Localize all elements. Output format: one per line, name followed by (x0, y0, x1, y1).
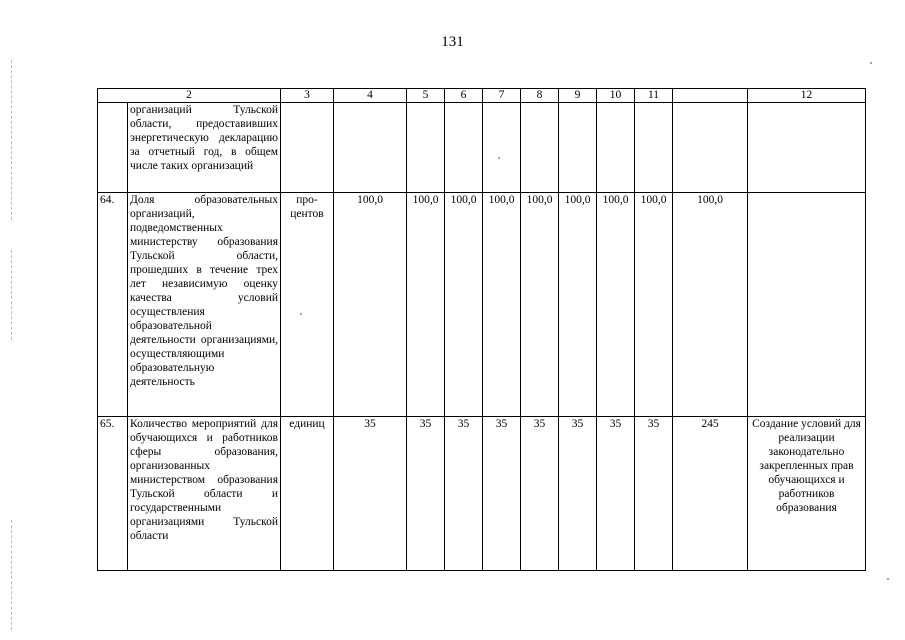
value-cell (445, 103, 483, 193)
header-cell: 5 (407, 89, 445, 103)
indicator-name: Количество мероприятий для обучающихся и работников сферы образования, организованных министерством образования Тульской области и государственными организациями Тульской области (128, 417, 281, 571)
header-cell (673, 89, 748, 103)
value-cell: 100,0 (521, 193, 559, 417)
value-cell: 100,0 (597, 193, 635, 417)
scan-margin-mark (11, 520, 13, 630)
header-cell: 9 (559, 89, 597, 103)
result-cell (748, 193, 866, 417)
page-number: 131 (441, 34, 464, 50)
scan-speck (887, 578, 889, 580)
value-cell: 35 (483, 417, 521, 571)
result-cell (748, 103, 866, 193)
header-cell: 6 (445, 89, 483, 103)
row-number (98, 103, 128, 193)
value-cell: 35 (521, 417, 559, 571)
scan-margin-mark (11, 60, 13, 220)
header-cell: 11 (635, 89, 673, 103)
table-row (98, 103, 866, 193)
value-cell: 100,0 (483, 193, 521, 417)
header-cell: 7 (483, 89, 521, 103)
unit-cell: единиц (281, 417, 334, 571)
header-cell: 3 (281, 89, 334, 103)
scan-speck (870, 62, 872, 64)
value-cell: 35 (597, 417, 635, 571)
value-cell: 100,0 (445, 193, 483, 417)
indicator-name: организаций Тульской области, предоставивших энергетическую декларацию за отчетный год, в общем числе таких организаций (128, 103, 281, 193)
value-cell (407, 103, 445, 193)
value-cell: 35 (445, 417, 483, 571)
value-cell: 100,0 (334, 193, 407, 417)
value-cell: 100,0 (635, 193, 673, 417)
total-cell: 100,0 (673, 193, 748, 417)
unit-cell: про-центов (281, 193, 334, 417)
value-cell (483, 103, 521, 193)
total-cell (673, 103, 748, 193)
total-cell: 245 (673, 417, 748, 571)
value-cell: 35 (635, 417, 673, 571)
header-cell: 2 (98, 89, 281, 103)
table-header-row (98, 89, 866, 103)
header-cell: 10 (597, 89, 635, 103)
value-cell: 100,0 (559, 193, 597, 417)
header-cell: 8 (521, 89, 559, 103)
scan-margin-mark (11, 250, 13, 340)
value-cell (559, 103, 597, 193)
row-number: 64. (98, 193, 128, 417)
result-cell: Создание условий для реализации законодательно закрепленных прав обучающихся и работников образования (748, 417, 866, 571)
value-cell: 35 (559, 417, 597, 571)
table-row (98, 417, 866, 571)
value-cell (334, 103, 407, 193)
value-cell: 100,0 (407, 193, 445, 417)
value-cell (597, 103, 635, 193)
value-cell (635, 103, 673, 193)
header-cell: 12 (748, 89, 866, 103)
unit-cell (281, 103, 334, 193)
value-cell (521, 103, 559, 193)
indicator-name: Доля образовательных организаций, подведомственных министерству образования Тульской области, прошедших в течение трех лет независимую оценку качества условий осуществления образовательной деятельности организациями, осуществляющими образовательную деятельность (128, 193, 281, 417)
table-row (98, 193, 866, 417)
value-cell: 35 (334, 417, 407, 571)
indicators-table (97, 88, 866, 571)
value-cell: 35 (407, 417, 445, 571)
header-cell: 4 (334, 89, 407, 103)
row-number: 65. (98, 417, 128, 571)
